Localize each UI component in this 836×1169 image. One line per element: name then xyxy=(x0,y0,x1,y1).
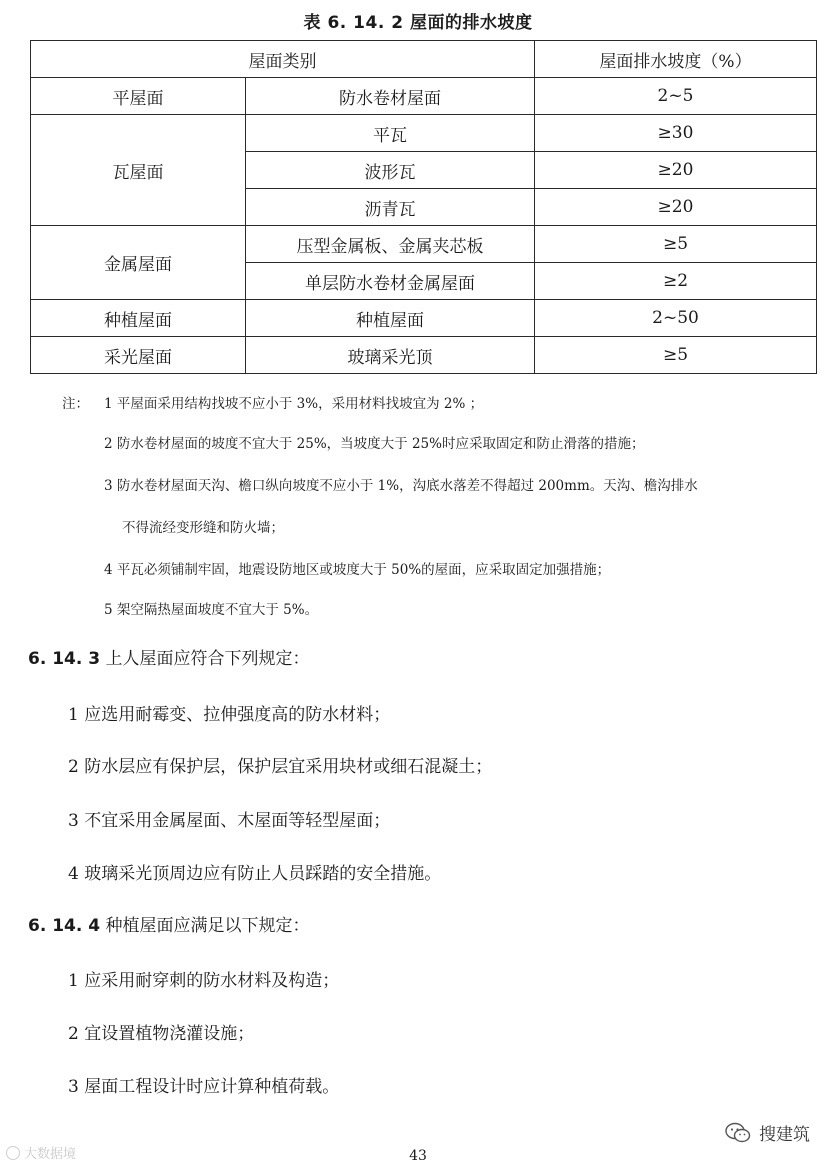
roof-type-cell: 波形瓦 xyxy=(246,152,535,189)
note-item: 3 防水卷材屋面天沟、檐口纵向坡度不应小于 1%，沟底水落差不得超过 200mm。天沟、檐沟排水 xyxy=(104,478,698,494)
header-drainage-slope: 屋面排水坡度（%） xyxy=(535,41,817,78)
note-item: 1 平屋面采用结构找坡不应小于 3%，采用材料找坡宜为 2% ； xyxy=(104,396,484,412)
source-watermark-text: 大数据境 xyxy=(24,1147,77,1162)
clause-item: 2 防水层应有保护层，保护层宜采用块材或细石混凝土； xyxy=(68,757,493,777)
table-row xyxy=(31,115,817,152)
drainage-slope-table xyxy=(30,40,817,374)
header-roof-category: 屋面类别 xyxy=(31,41,535,78)
slope-cell: ≥2 xyxy=(535,263,817,300)
roof-category-cell: 金属屋面 xyxy=(31,226,246,300)
table-row xyxy=(31,226,817,263)
page-number: 43 xyxy=(409,1148,427,1164)
section-number: 6. 14. 4 xyxy=(28,916,101,936)
clause-item: 1 应采用耐穿刺的防水材料及构造； xyxy=(68,971,340,991)
notes-label: 注： xyxy=(62,396,89,412)
slope-cell: ≥5 xyxy=(535,226,817,263)
section-heading-text: 种植屋面应满足以下规定： xyxy=(105,916,310,936)
section-heading-6-14-3 xyxy=(28,644,309,669)
clause-item: 3 不宜采用金属屋面、木屋面等轻型屋面； xyxy=(68,811,391,831)
roof-category-cell: 种植屋面 xyxy=(31,300,246,337)
slope-cell: ≥5 xyxy=(535,337,817,374)
section-heading-text: 上人屋面应符合下列规定： xyxy=(105,649,310,669)
table-header-row xyxy=(31,41,817,78)
roof-type-cell: 种植屋面 xyxy=(246,300,535,337)
slope-cell: ≥30 xyxy=(535,115,817,152)
wechat-icon xyxy=(725,1122,751,1144)
slope-cell: ≥20 xyxy=(535,189,817,226)
roof-category-cell: 瓦屋面 xyxy=(31,115,246,226)
slope-cell: 2~50 xyxy=(535,300,817,337)
roof-type-cell: 平瓦 xyxy=(246,115,535,152)
roof-type-cell: 单层防水卷材金属屋面 xyxy=(246,263,535,300)
roof-category-cell: 平屋面 xyxy=(31,78,246,115)
roof-type-cell: 压型金属板、金属夹芯板 xyxy=(246,226,535,263)
clause-item: 1 应选用耐霉变、拉伸强度高的防水材料； xyxy=(68,705,391,725)
table-row xyxy=(31,337,817,374)
section-heading-6-14-4 xyxy=(28,911,309,936)
table-row xyxy=(31,78,817,115)
clause-item: 2 宜设置植物浇灌设施； xyxy=(68,1024,255,1044)
note-item-continuation: 不得流经变形缝和防火墙； xyxy=(122,520,284,536)
section-number: 6. 14. 3 xyxy=(28,649,101,669)
roof-type-cell: 玻璃采光顶 xyxy=(246,337,535,374)
slope-cell: ≥20 xyxy=(535,152,817,189)
note-item: 4 平瓦必须铺制牢固，地震设防地区或坡度大于 50%的屋面，应采取固定加强措施； xyxy=(104,562,611,578)
roof-type-cell: 沥青瓦 xyxy=(246,189,535,226)
roof-category-cell: 采光屋面 xyxy=(31,337,246,374)
slope-cell: 2~5 xyxy=(535,78,817,115)
table-title: 表 6. 14. 2 屋面的排水坡度 xyxy=(303,13,533,33)
clause-item: 3 屋面工程设计时应计算种植荷载。 xyxy=(68,1077,340,1097)
roof-type-cell: 防水卷材屋面 xyxy=(246,78,535,115)
brand-watermark xyxy=(725,1120,810,1145)
note-item: 2 防水卷材屋面的坡度不宜大于 25%，当坡度大于 25%时应采取固定和防止滑落的措施； xyxy=(104,436,645,452)
brand-name: 搜建筑 xyxy=(759,1125,810,1145)
table-row xyxy=(31,300,817,337)
clause-item: 4 玻璃采光顶周边应有防止人员踩踏的安全措施。 xyxy=(68,864,442,884)
note-item: 5 架空隔热屋面坡度不宜大于 5%。 xyxy=(104,602,319,618)
